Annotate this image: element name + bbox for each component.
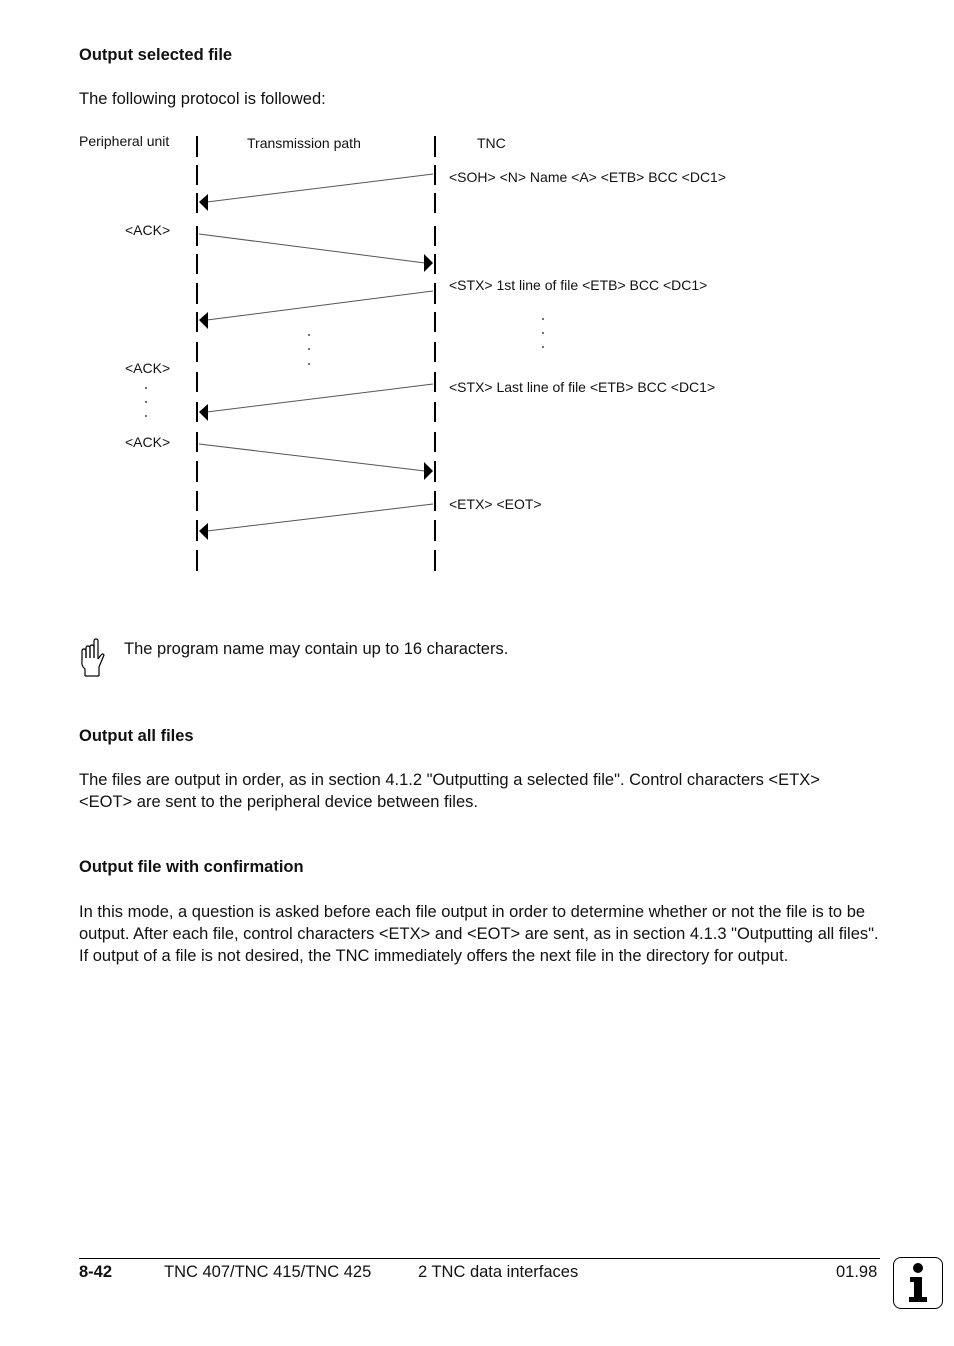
footer-chapter: 2 TNC data interfaces [418, 1263, 579, 1281]
label-transmission-path: Transmission path [247, 135, 361, 151]
arrow-soh-to-peripheral [199, 174, 433, 211]
heading-output-selected-file: Output selected file [79, 46, 233, 64]
arrow-stx-last-to-peripheral [199, 384, 433, 421]
note-text: The program name may contain up to 16 characters. [124, 640, 509, 658]
arrow-etx-to-peripheral [199, 504, 433, 540]
msg-soh-header: <SOH> <N> Name <A> <ETB> BCC <DC1> [449, 169, 727, 185]
info-i-glyph [901, 1261, 935, 1305]
footer-page-number: 8-42 [79, 1263, 113, 1281]
pointing-hand-icon [77, 638, 107, 678]
intro-text: The following protocol is followed: [79, 90, 326, 108]
protocol-diagram [0, 0, 954, 620]
ack-label-1: <ACK> [125, 222, 171, 238]
ack-label-2: <ACK> [125, 360, 171, 376]
ellipsis-dots [145, 318, 544, 417]
heading-output-all-files: Output all files [79, 727, 194, 745]
output-all-files-body: The files are output in order, as in section 4.1.2 "Outputting a selected file". Control characters <ETX><EOT> are sent to the peripheral device between files. [79, 771, 820, 811]
label-peripheral-unit: Peripheral unit [79, 133, 170, 149]
msg-stx-first-line: <STX> 1st line of file <ETB> BCC <DC1> [449, 277, 708, 293]
arrow-stx-first-to-peripheral [199, 291, 433, 329]
arrow-ack3-to-tnc [199, 444, 433, 480]
ack-label-3: <ACK> [125, 434, 171, 450]
label-tnc: TNC [477, 135, 506, 151]
heading-output-file-with-confirmation: Output file with confirmation [79, 858, 304, 876]
info-icon [893, 1257, 943, 1309]
footer-rule [79, 1258, 880, 1259]
msg-stx-last-line: <STX> Last line of file <ETB> BCC <DC1> [449, 379, 716, 395]
footer-date: 01.98 [836, 1263, 878, 1281]
arrow-ack1-to-tnc [199, 234, 433, 272]
footer-product: TNC 407/TNC 415/TNC 425 [164, 1263, 372, 1281]
output-confirmation-body: In this mode, a question is asked before each file output in order to determine whether or not the file is to be output. After each file, control characters <ETX> and <EOT> are sent, as in section 4.1.3 "Outputting all files". If output of a file is not desired, the TNC immediately offers the next file in the directory for output. [79, 903, 879, 965]
msg-etx-eot: <ETX> <EOT> [449, 496, 542, 512]
